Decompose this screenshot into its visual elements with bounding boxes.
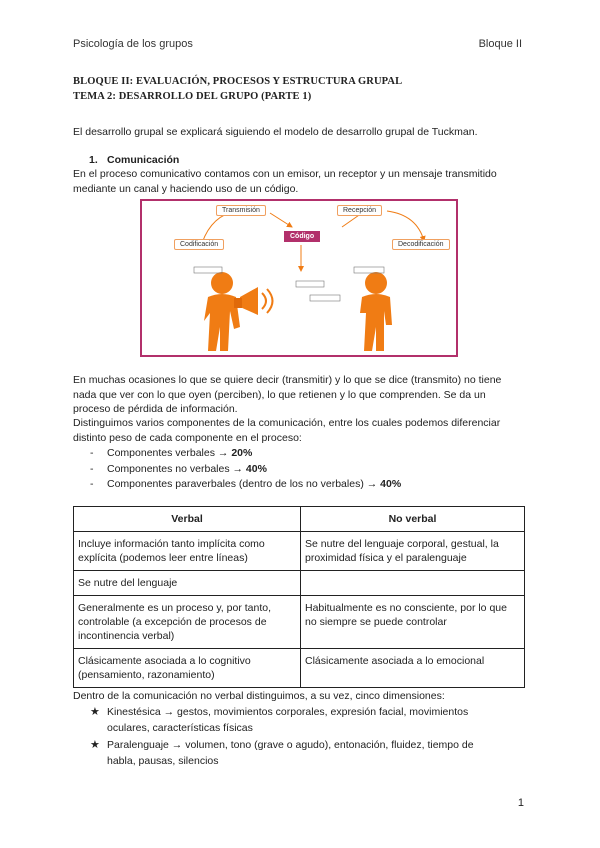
components-list bbox=[73, 446, 533, 493]
para2-line2: nada que ver con lo que oyen (perciben), lo que retienen y lo que comprenden. Se da un bbox=[73, 389, 486, 401]
table-row bbox=[74, 649, 525, 688]
label-transmision: Transmisión bbox=[216, 205, 266, 216]
message-tag bbox=[296, 281, 324, 287]
table-cell: Generalmente es un proceso y, por tanto, controlable (a excepción de procesos de incontinencia verbal) bbox=[74, 596, 301, 649]
label-decodificacion: Decodificación bbox=[392, 239, 450, 250]
list-item: - Componentes no verbales → 40% bbox=[90, 462, 267, 475]
table-cell bbox=[301, 571, 525, 596]
star-bullet-icon: ★ bbox=[90, 706, 100, 718]
header-left: Psicología de los grupos bbox=[73, 38, 193, 50]
table-row bbox=[74, 532, 525, 571]
column-header: Verbal bbox=[74, 507, 301, 532]
section-text-2: mediante un canal y haciendo uso de un código. bbox=[73, 183, 299, 195]
emisor-tag bbox=[194, 267, 222, 273]
table-cell: Clásicamente asociada a lo emocional bbox=[301, 649, 525, 688]
table-cell: Se nutre del lenguaje corporal, gestual, la proximidad física y el paralenguaje bbox=[301, 532, 525, 571]
arrow-recepcion-decodificacion bbox=[387, 211, 424, 241]
table-cell: Incluye información tanto implícita como explícita (podemos leer entre líneas) bbox=[74, 532, 301, 571]
para2-line3: proceso de pérdida de información. bbox=[73, 403, 238, 415]
receptor-tag bbox=[354, 267, 384, 273]
header-right: Bloque II bbox=[478, 38, 522, 50]
table-header-row bbox=[74, 507, 525, 532]
message-tag bbox=[310, 295, 340, 301]
para3: Dentro de la comunicación no verbal distinguimos, a su vez, cinco dimensiones: bbox=[73, 690, 445, 702]
label-codigo: Código bbox=[284, 231, 320, 242]
column-header: No verbal bbox=[301, 507, 525, 532]
table-row bbox=[74, 571, 525, 596]
list-item: ★ Kinestésica → gestos, movimientos corporales, expresión facial, movimientos oculares, características físicas bbox=[90, 706, 469, 734]
section-heading: Comunicación bbox=[107, 154, 180, 166]
section-number: 1. bbox=[89, 154, 98, 166]
para2-line4: Distinguimos varios componentes de la comunicación, entre los cuales podemos diferenciar bbox=[73, 417, 501, 429]
communication-diagram bbox=[140, 199, 458, 357]
table-cell: Clásicamente asociada a lo cognitivo (pensamiento, razonamiento) bbox=[74, 649, 301, 688]
arrow-transmision-codigo bbox=[270, 213, 292, 227]
section-text-1: En el proceso comunicativo contamos con un emisor, un receptor y un mensaje transmitido bbox=[73, 168, 497, 180]
list-item: ★ Paralenguaje → volumen, tono (grave o agudo), entonación, fluidez, tiempo de habla, pausas, silencios bbox=[90, 739, 474, 767]
para2-line5: distinto peso de cada componente en el proceso: bbox=[73, 432, 302, 444]
star-bullet-icon: ★ bbox=[90, 739, 100, 751]
label-recepcion: Recepción bbox=[337, 205, 382, 216]
title-tema: TEMA 2: DESARROLLO DEL GRUPO (PARTE 1) bbox=[73, 91, 312, 102]
label-codificacion: Codificación bbox=[174, 239, 224, 250]
table-cell: Habitualmente es no consciente, por lo que no siempre se puede controlar bbox=[301, 596, 525, 649]
verbal-nonverbal-table bbox=[73, 506, 525, 688]
title-block: BLOQUE II: EVALUACIÓN, PROCESOS Y ESTRUCTURA GRUPAL bbox=[73, 76, 403, 87]
emisor-figure-icon bbox=[204, 272, 246, 351]
intro-paragraph: El desarrollo grupal se explicará siguiendo el modelo de desarrollo grupal de Tuckman. bbox=[73, 126, 478, 138]
list-item: - Componentes verbales → 20% bbox=[90, 447, 253, 459]
para2-line1: En muchas ocasiones lo que se quiere decir (transmitir) y lo que se dice (transmito) no tiene bbox=[73, 374, 502, 386]
page-number: 1 bbox=[517, 797, 524, 809]
dimensions-list bbox=[73, 705, 528, 769]
list-item: - Componentes paraverbales (dentro de los no verbales) → 40% bbox=[90, 478, 402, 490]
megaphone-icon bbox=[234, 287, 273, 315]
receptor-figure-icon bbox=[360, 272, 392, 351]
table-row bbox=[74, 596, 525, 649]
table-cell: Se nutre del lenguaje bbox=[74, 571, 301, 596]
diagram-arrows bbox=[142, 201, 456, 355]
